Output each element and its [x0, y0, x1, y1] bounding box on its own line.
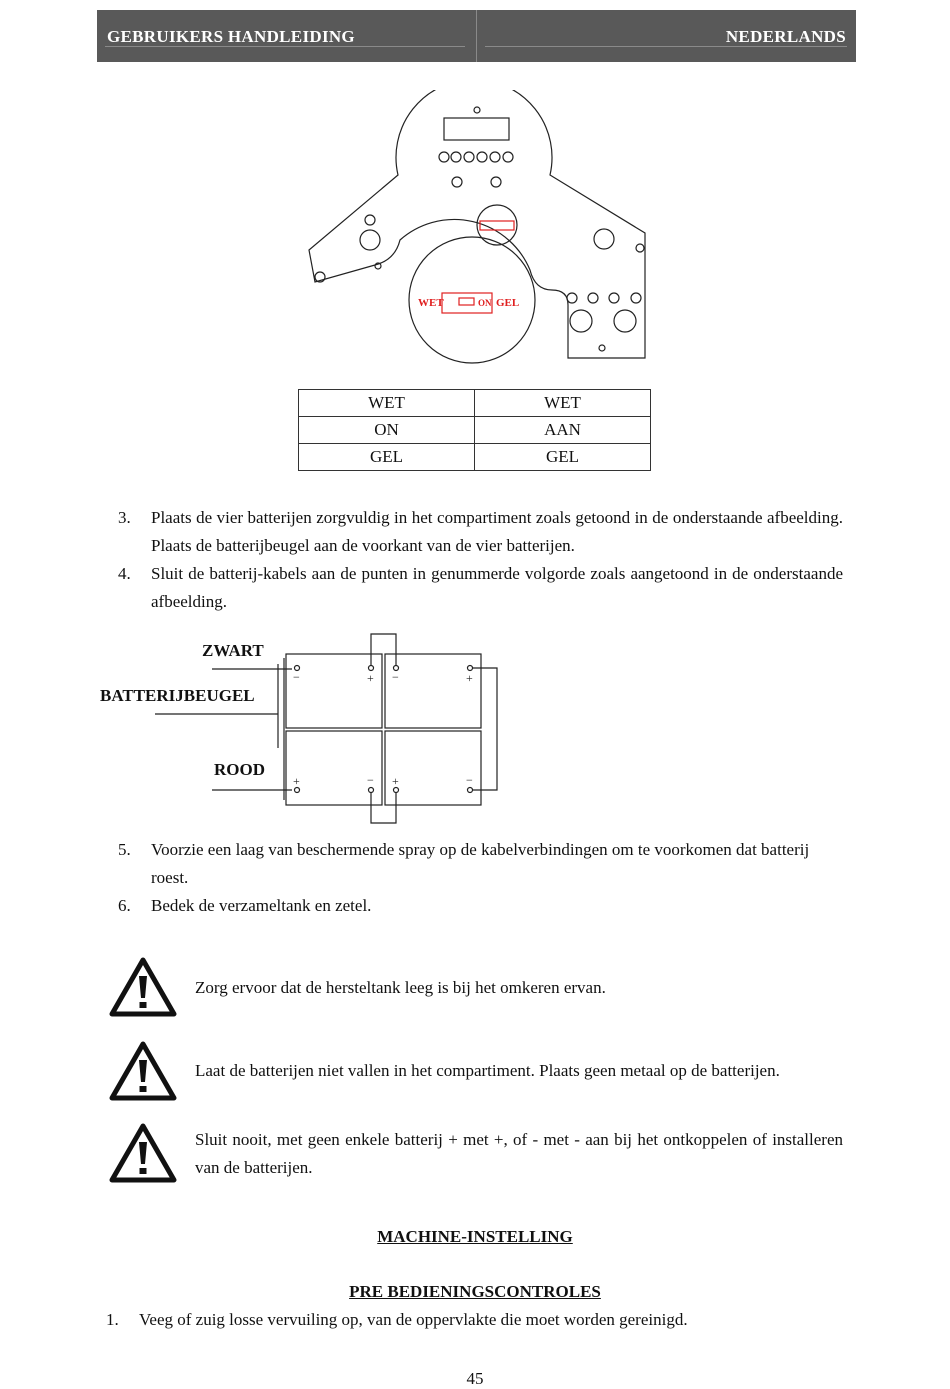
list-text: Veeg of zuig losse vervuiling op, van de oppervlakte die moet worden gereinigd.	[139, 1310, 688, 1329]
control-panel-diagram	[300, 90, 660, 375]
page-number: 45	[466, 1369, 484, 1388]
list-item	[118, 504, 843, 560]
svg-text:+: +	[466, 671, 473, 685]
svg-text:−: −	[392, 670, 399, 684]
list-text: Bedek de verzameltank en zetel.	[151, 896, 372, 915]
warning-text: Laat de batterijen niet vallen in het compartiment. Plaats geen metaal op de batterijen.	[195, 1061, 780, 1080]
mode-table	[298, 389, 651, 471]
header-divider	[476, 10, 477, 62]
list-item	[118, 836, 843, 892]
table-cell: GEL	[475, 444, 651, 471]
table-cell: GEL	[299, 444, 475, 471]
list-number: 4.	[118, 564, 131, 583]
svg-text:−: −	[367, 773, 374, 787]
table-cell: AAN	[475, 417, 651, 444]
list-text: Plaats de vier batterijen zorgvuldig in het compartiment zoals getoond in de onderstaande afbeelding. Plaats de batterijbeugel aan de voorkant van de vier batterijen.	[151, 508, 843, 555]
table-cell: WET	[299, 390, 475, 417]
svg-text:−: −	[466, 773, 473, 787]
list-number: 6.	[118, 896, 131, 915]
list-text: Voorzie een laag van beschermende spray op de kabelverbindingen om te voorkomen dat batterij roest.	[151, 840, 810, 887]
list-number: 1.	[106, 1310, 119, 1329]
warning-icon	[108, 1122, 178, 1184]
switch-label-wet: WET	[418, 297, 444, 309]
warning-text: Sluit nooit, met geen enkele batterij + met +, of - met - aan bij het ontkoppelen of installeren van de batterijen.	[195, 1130, 843, 1177]
list-item	[118, 560, 843, 616]
subsection-title: PRE BEDIENINGSCONTROLES	[349, 1282, 601, 1301]
svg-text:+: +	[392, 774, 399, 788]
section-title: MACHINE-INSTELLING	[377, 1227, 573, 1246]
label-black-cable: ZWART	[202, 641, 264, 660]
label-red-cable: ROOD	[214, 760, 265, 779]
list-item	[106, 1306, 846, 1334]
warning-text: Zorg ervoor dat de hersteltank leeg is bij het omkeren ervan.	[195, 978, 606, 997]
svg-text:+: +	[367, 671, 374, 685]
table-cell: ON	[299, 417, 475, 444]
switch-label-on: ON	[478, 298, 492, 308]
header-language: NEDERLANDS	[725, 27, 846, 46]
header-title: GEBRUIKERS HANDLEIDING	[107, 27, 355, 46]
warning-icon	[108, 1040, 178, 1102]
table-row	[299, 417, 651, 444]
label-battery-bracket: BATTERIJBEUGEL	[100, 686, 255, 705]
list-number: 3.	[118, 508, 131, 527]
page-header	[97, 10, 856, 62]
list-item	[118, 892, 843, 920]
table-row	[299, 444, 651, 471]
table-cell: WET	[475, 390, 651, 417]
switch-label-gel: GEL	[496, 297, 520, 309]
battery-wiring-diagram	[150, 630, 510, 830]
warning-icon	[108, 956, 178, 1018]
list-text: Sluit de batterij-kabels aan de punten in genummerde volgorde zoals aangetoond in de onderstaande afbeelding.	[151, 564, 843, 611]
svg-text:+: +	[293, 774, 300, 788]
list-number: 5.	[118, 840, 131, 859]
svg-text:−: −	[293, 670, 300, 684]
table-row	[299, 390, 651, 417]
